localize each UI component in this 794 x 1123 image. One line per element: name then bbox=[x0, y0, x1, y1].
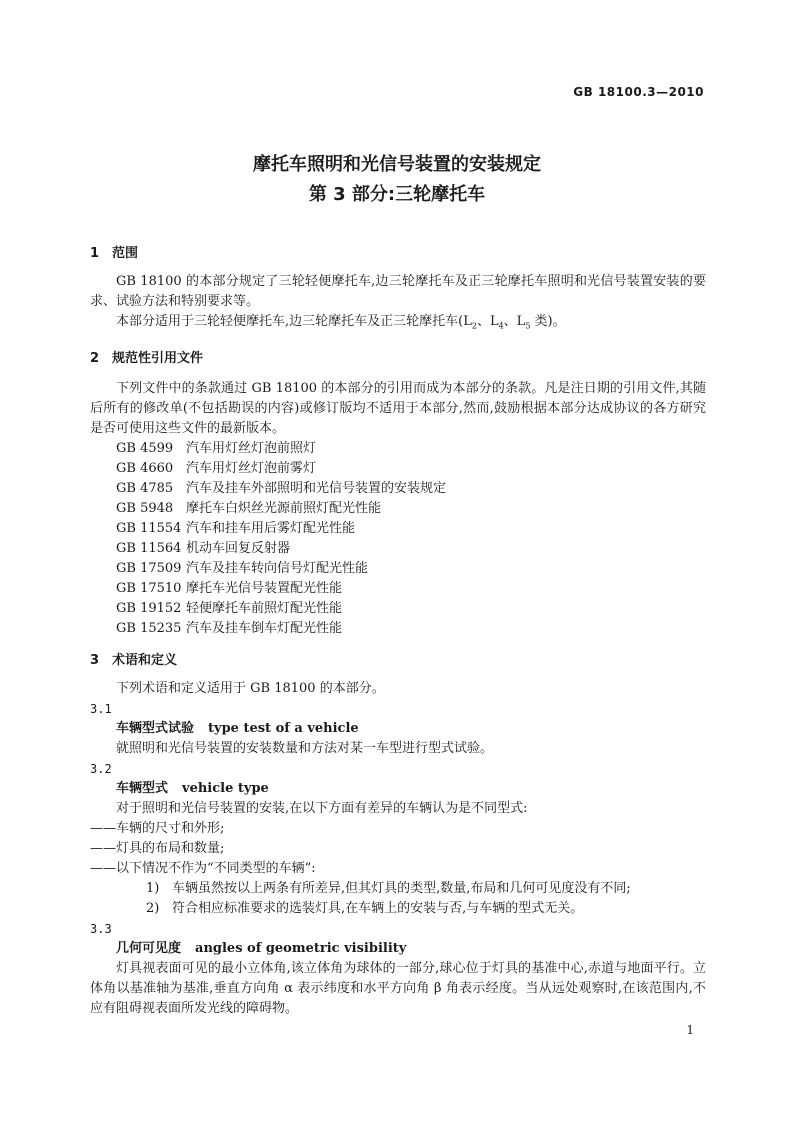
term-zh: 几何可见度 bbox=[116, 940, 182, 956]
reference-item bbox=[90, 519, 706, 539]
reference-code: GB 4599 bbox=[116, 440, 174, 456]
reference-item bbox=[90, 619, 706, 639]
item-number: 1) bbox=[146, 880, 160, 896]
reference-title: 汽车及挂车倒车灯配光性能 bbox=[186, 620, 343, 636]
reference-code: GB 4660 bbox=[116, 460, 174, 476]
reference-item bbox=[90, 499, 706, 519]
numbered-item bbox=[90, 899, 706, 919]
dash-item: ——灯具的布局和数量; bbox=[90, 840, 225, 856]
term-definition: 灯具视表面可见的最小立体角,该立体角为球体的一部分,球心位于灯具的基准中心,赤道与地面平行。立体角以基准轴为基准,垂直方向角 α 表示纬度和水平方向角 β 角表示经度。当从远处观察时,在该范围内,不应有阻碍视表面所发光线的障碍物。 bbox=[90, 960, 706, 1016]
references-intro: 下列文件中的条款通过 GB 18100 的本部分的引用而成为本部分的条款。凡是注日期的引用文件,其随后所有的修改单(不包括勘误的内容)或修订版均不适用于本部分,然而,鼓励根据本部分达成协议的各方研究是否可使用这些文件的最新版本。 bbox=[90, 380, 706, 436]
reference-title: 摩托车白炽丝光源前照灯配光性能 bbox=[186, 500, 382, 516]
reference-title: 汽车和挂车用后雾灯配光性能 bbox=[186, 520, 356, 536]
section-title: 术语和定义 bbox=[112, 652, 178, 668]
scope-text: 、L bbox=[476, 314, 499, 329]
reference-title: 摩托车光信号装置配光性能 bbox=[186, 580, 343, 596]
reference-item bbox=[90, 539, 706, 559]
clause-number: 3.3 bbox=[90, 921, 112, 936]
reference-title: 轻便摩托车前照灯配光性能 bbox=[186, 600, 343, 616]
numbered-item bbox=[90, 879, 706, 899]
term-en: angles of geometric visibility bbox=[195, 940, 407, 956]
dash-item: ——车辆的尺寸和外形; bbox=[90, 820, 225, 836]
reference-item bbox=[90, 439, 706, 459]
reference-title: 汽车用灯丝灯泡前照灯 bbox=[186, 440, 317, 456]
term-heading bbox=[90, 939, 706, 959]
reference-code: GB 11554 bbox=[116, 520, 182, 536]
reference-code: GB 17510 bbox=[116, 580, 182, 596]
section-number: 2 bbox=[90, 350, 100, 366]
document-title: 摩托车照明和光信号装置的安装规定 bbox=[253, 154, 541, 175]
term-heading bbox=[90, 719, 706, 739]
scope-paragraph-1: GB 18100 的本部分规定了三轮轻便摩托车,边三轮摩托车及正三轮摩托车照明和光信号装置安装的要求、试验方法和特别要求等。 bbox=[90, 274, 706, 309]
page-number: 1 bbox=[686, 1023, 694, 1037]
section-2-heading bbox=[90, 349, 706, 369]
term-zh: 车辆型式试验 bbox=[116, 720, 195, 736]
term-definition: 就照明和光信号装置的安装数量和方法对某一车型进行型式试验。 bbox=[116, 740, 494, 756]
subscript: 5 bbox=[525, 321, 531, 331]
reference-item bbox=[90, 459, 706, 479]
clause-number: 3.1 bbox=[90, 701, 112, 716]
subscript: 2 bbox=[471, 321, 477, 331]
item-number: 2) bbox=[146, 900, 160, 916]
reference-code: GB 15235 bbox=[116, 620, 182, 636]
reference-item bbox=[90, 599, 706, 619]
reference-title: 机动车回复反射器 bbox=[186, 540, 291, 556]
reference-code: GB 11564 bbox=[116, 540, 182, 556]
reference-title: 汽车及挂车转向信号灯配光性能 bbox=[186, 560, 369, 576]
scope-text: 类)。 bbox=[530, 314, 566, 329]
term-en: vehicle type bbox=[182, 780, 269, 796]
scope-paragraph-2 bbox=[90, 312, 706, 337]
reference-code: GB 4785 bbox=[116, 480, 174, 496]
term-heading bbox=[90, 779, 706, 799]
reference-code: GB 17509 bbox=[116, 560, 182, 576]
document-body bbox=[90, 244, 706, 1019]
item-text: 车辆虽然按以上两条有所差异,但其灯具的类型,数量,布局和几何可见度没有不同; bbox=[172, 880, 631, 896]
document-subtitle: 第 3 部分:三轮摩托车 bbox=[308, 184, 486, 205]
section-3-heading bbox=[90, 651, 706, 671]
scope-text: 、L bbox=[503, 314, 526, 329]
reference-item bbox=[90, 559, 706, 579]
reference-title: 汽车用灯丝灯泡前雾灯 bbox=[186, 460, 317, 476]
term-zh: 车辆型式 bbox=[116, 780, 169, 796]
term-definition: 对于照明和光信号装置的安装,在以下方面有差异的车辆认为是不同型式: bbox=[116, 800, 528, 816]
reference-code: GB 5948 bbox=[116, 500, 174, 516]
section-number: 1 bbox=[90, 246, 100, 261]
reference-title: 汽车及挂车外部照明和光信号装置的安装规定 bbox=[186, 480, 447, 496]
clause-number: 3.2 bbox=[90, 761, 112, 776]
dash-item: ——以下情况不作为“不同类型的车辆”: bbox=[90, 860, 316, 876]
section-1-heading bbox=[90, 244, 706, 264]
reference-item bbox=[90, 479, 706, 499]
subscript: 4 bbox=[498, 321, 504, 331]
reference-code: GB 19152 bbox=[116, 600, 182, 616]
section-number: 3 bbox=[90, 652, 100, 668]
scope-text: 本部分适用于三轮轻便摩托车,边三轮摩托车及正三轮摩托车(L bbox=[116, 314, 472, 329]
terms-intro: 下列术语和定义适用于 GB 18100 的本部分。 bbox=[116, 680, 385, 696]
section-title: 范围 bbox=[112, 246, 139, 261]
section-title: 规范性引用文件 bbox=[112, 350, 204, 366]
term-en: type test of a vehicle bbox=[208, 720, 359, 736]
reference-item bbox=[90, 579, 706, 599]
item-text: 符合相应标准要求的选装灯具,在车辆上的安装与否,与车辆的型式无关。 bbox=[172, 900, 584, 916]
reference-list bbox=[90, 439, 706, 639]
standard-number: GB 18100.3—2010 bbox=[573, 85, 704, 99]
